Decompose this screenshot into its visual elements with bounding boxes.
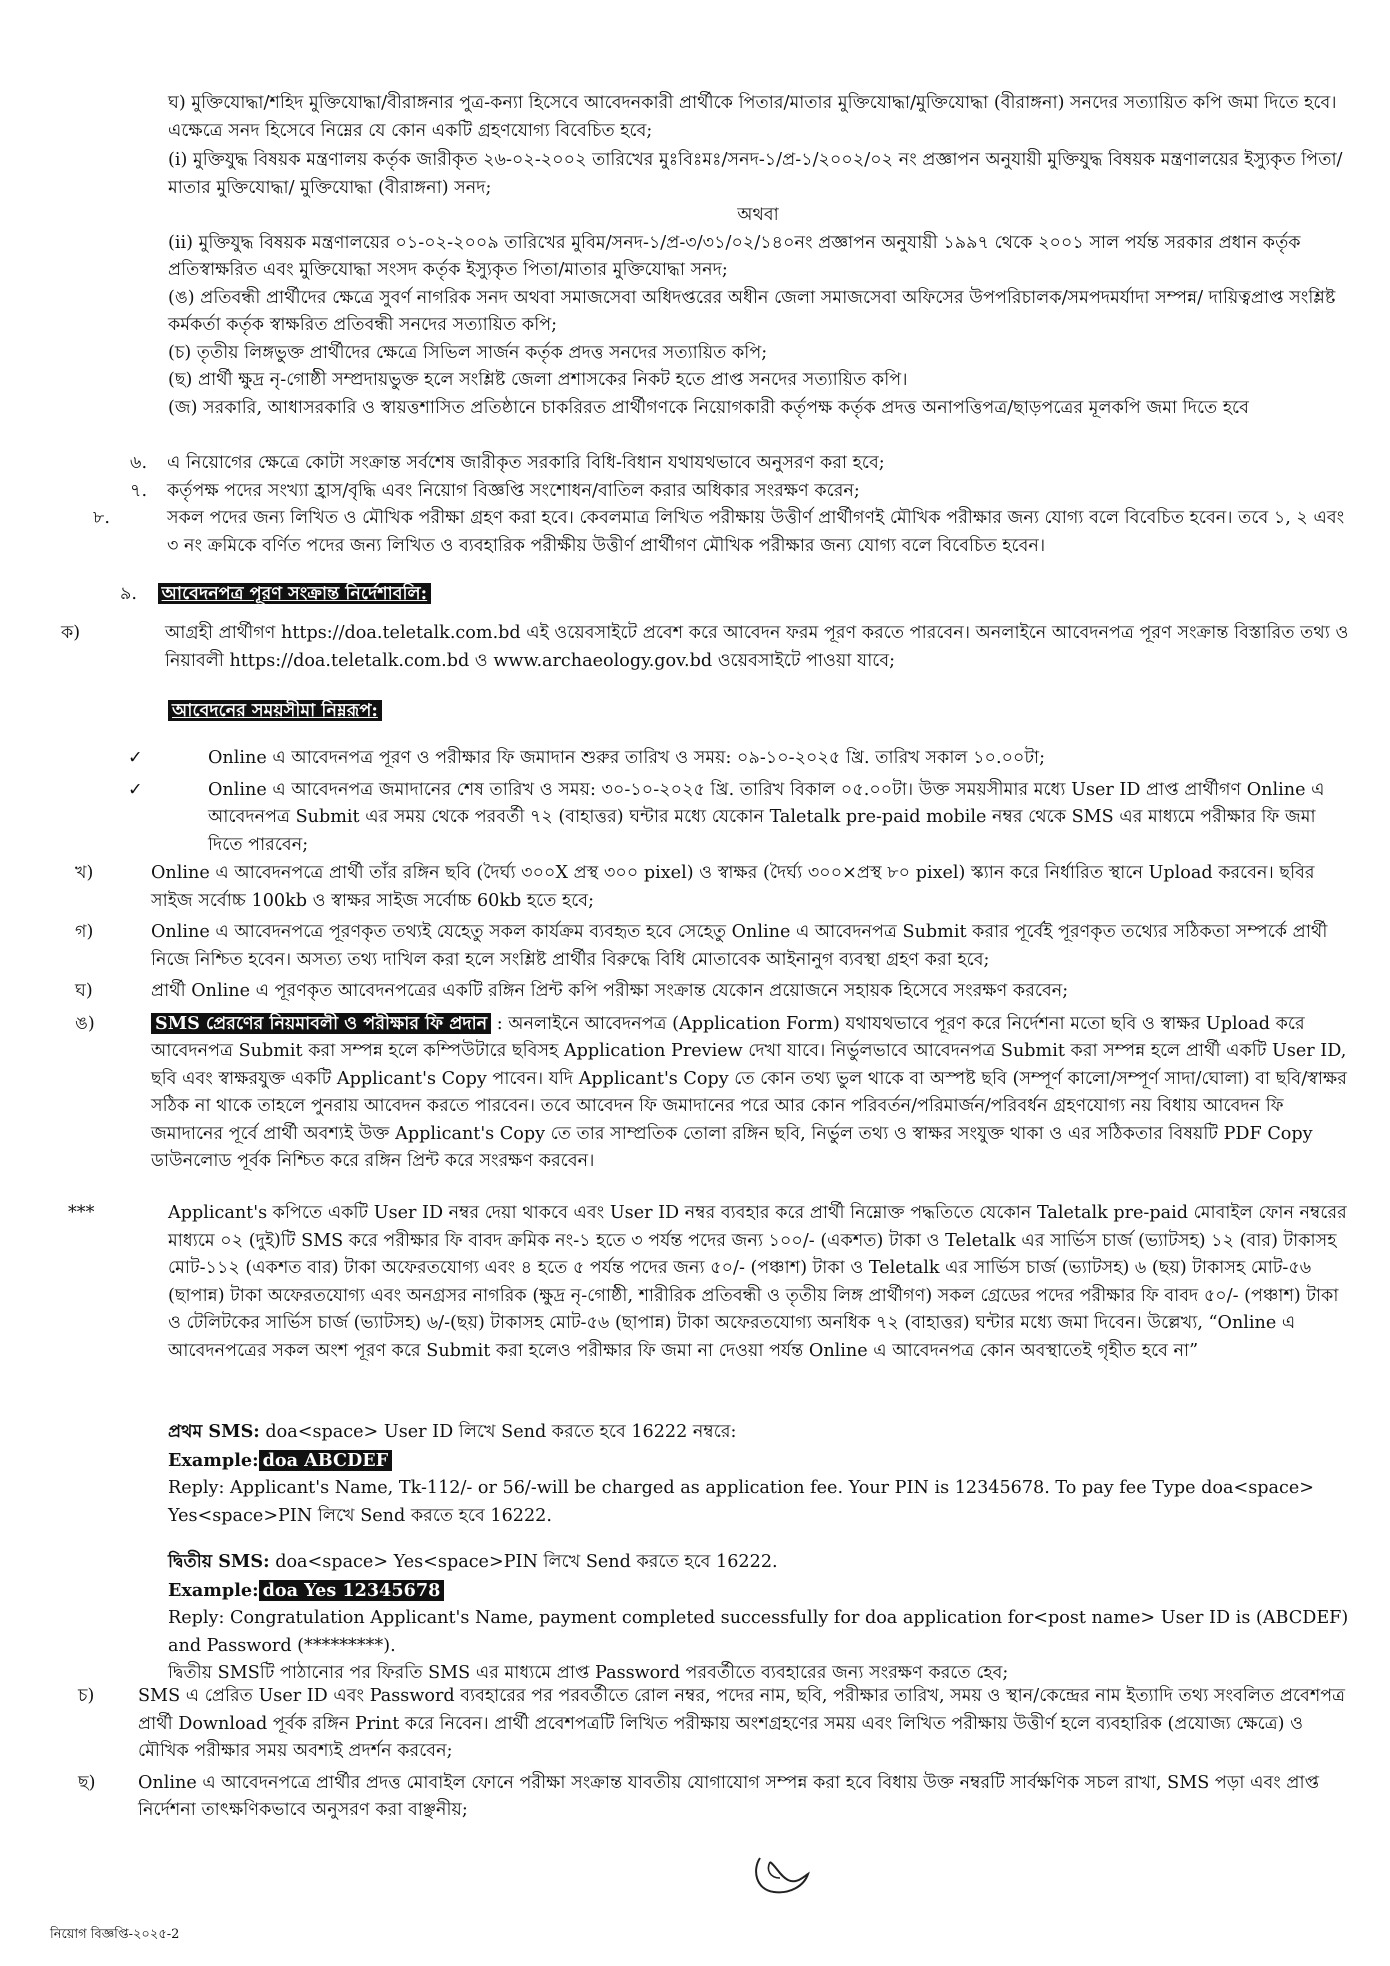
section-9: ৯. আবেদনপত্র পূরণ সংক্রান্ত নির্দেশাবলি: <box>120 580 1350 609</box>
fee-para: *** Applicant's কপিতে একটি User ID নম্বর দেয়া থাকবে এবং User ID নম্বর ব্যবহার করে প্রার্থী নিম্নোক্ত পদ্ধতিতে যেকোন Taletalk pre-paid মোবাইল ফোন নম্বরের মাধ্যমে ০২ (দুই)টি SMS করে পরীক্ষার ফি বাবদ ক্রমিক নং-১ হতে ৩ পর্যন্ত পদের জন্য ১০০/- (একশত) টাকা ও Teletalk এর সার্ভিস চার্জ (ভ্যাটসহ) ১২ (বার) টাকাসহ মোট-১১২ (একশত বার) টাকা অফেরতযোগ্য এবং ৪ হতে ৫ পর্যন্ত পদের জন্য ৫০/- (পঞ্চাশ) টাকা ও Teletalk এর সার্ভিস চার্জ (ভ্যাটসহ) ৬ (ছয়) টাকাসহ মোট-৫৬ (ছাপান্ন) টাকা অফেরতযোগ্য এবং অনগ্রসর নাগরিক (ক্ষুদ্র নৃ-গোষ্ঠী, শারীরিক প্রতিবন্ধী ও তৃতীয় লিঙ্গ প্রার্থীগণ) সকল গ্রেডের পদের পরীক্ষার ফি বাবদ ৫০/- (পঞ্চাশ) টাকা ও টেলিটকের সার্ভিস চার্জ (ভ্যাটসহ) ৬/-(ছয়) টাকাসহ মোট-৫৬ (ছাপান্ন) টাকা অফেরতযোগ্য অনধিক ৭২ (বাহাত্তর) ঘন্টার মধ্যে জমা দিবেন। উল্লেখ্য, “Online এ আবেদনপত্রের সকল অংশ পূরণ করে Submit করা হলেও পরীক্ষার ফি জমা না দেওয়া পর্যন্ত Online এ আবেদনপত্র কোন অবস্থাতেই গৃহীত হবে না” <box>68 1203 1347 1361</box>
item-ka: ক) আগ্রহী প্রার্থীগণ https://doa.teletalk.com.bd এই ওয়েবসাইটে প্রবেশ করে আবেদন ফরম পূরণ করতে পারবেন। অনলাইনে আবেদনপত্র পূরণ সংক্রান্ত বিস্তারিত তথ্য ও নিয়াবলী https://doa.teletalk.com.bd ও www.archaeology.gov.bd ওয়েবসাইটে পাওয়া যাবে; <box>61 623 1349 671</box>
deadline-list: ✓ Online এ আবেদনপত্র পূরণ ও পরীক্ষার ফি জমাদান শুরুর তারিখ ও সময়: ০৯-১০-২০২৫ খ্রি. তারিখ সকাল ১০.০০টা; ✓ Online এ আবেদনপত্র জমাদানের শেষ তারিখ ও সময়: ৩০-১০-২০২৫ খ্রি. তারিখ বিকাল ০৫.০০টা। উক্ত সময়সীমার মধ্যে User ID প্রাপ্ত প্রার্থীগণ Online এ আবেদনপত্র Submit এর সময় থেকে পরবর্তী ৭২ (বাহাত্তর) ঘন্টার মধ্যে যেকোন Taletalk pre-paid mobile নম্বর থেকে SMS এর মাধ্যমে পরীক্ষার ফি জমা দিতে পারবেন; <box>168 745 1353 859</box>
section-9-heading: আবেদনপত্র পূরণ সংক্রান্ত নির্দেশাবলি: <box>158 583 432 604</box>
sms-instructions: প্রথম SMS: doa<space> User ID লিখে Send করতে হবে 16222 নম্বরে: Example: doa ABCDEF Reply: Applicant's Name, Tk-112/- or 56/-will be charged as application fee. Your PIN is 12345678. To pay fee Type doa<space> Yes<space>PIN লিখে Send করতে হবে 16222. দ্বিতীয় SMS: doa<space> Yes<space>PIN লিখে Send করতে হবে 16222. Example: doa Yes 12345678 Reply: Congratulation Applicant's Name, payment completed successfully for doa application for<post name> User ID is (ABCDEF) and Password (*********). দ্বিতীয় SMSটি পাঠানোর পর ফিরতি SMS এর মাধ্যমে প্রাপ্ত Password পরবর্তীতে ব্যবহারের জন্য সংরক্ষণ করতে হেব; <box>168 1421 1349 1683</box>
deadline-heading: আবেদনের সময়সীমা নিম্নরূপ: <box>168 697 1068 726</box>
check-icon: ✓ <box>128 748 143 768</box>
items-6-8: ৬. এ নিয়োগের ক্ষেত্রে কোটা সংক্রান্ত সর্বশেষ জারীকৃত সরকারি বিধি-বিধান যথাযথভাবে অনুসরণ করা হবে; ৭. কর্তৃপক্ষ পদের সংখ্যা হ্রাস/বৃদ্ধি এবং নিয়োগ বিজ্ঞপ্তি সংশোধন/বাতিল করার অধিকার সংরক্ষণ করেন; ৮. সকল পদের জন্য লিখিত ও মৌখিক পরীক্ষা গ্রহণ করা হবে। কেবলমাত্র লিখিত পরীক্ষায় উত্তীর্ণ প্রার্থীগণই মৌখিক পরীক্ষার জন্য যোগ্য বলে বিবেচিত হবেন। তবে ১, ২ এবং ৩ নং ক্রমিকে বর্ণিত পদের জন্য লিখিত ও ব্যবহারিক পরীক্ষীয় উত্তীর্ণ প্রার্থীগণ মৌখিক পরীক্ষার জন্য যোগ্য বলে বিবেচিত হবেন। <box>93 453 1345 556</box>
sms-rules-heading: SMS প্রেরণের নিয়মাবলী ও পরীক্ষার ফি প্রদান <box>151 1013 491 1034</box>
footer-reference: নিয়োগ বিজ্ঞপ্তি-২০২৫-2 <box>50 1927 180 1942</box>
example-2-badge: doa Yes 12345678 <box>259 1580 445 1601</box>
items-ca-cha: চ) SMS এ প্রেরিত User ID এবং Password ব্যবহারের পর পরবর্তীতে রোল নম্বর, পদের নাম, ছবি, পরীক্ষার তারিখ, সময় ও স্থান/কেন্দ্রের নাম ইত্যাদি তথ্য সংবলিত প্রবেশপত্র প্রার্থী Download পূর্বক রঙ্গিন Print করে নিবেন। প্রার্থী প্রবেশপত্রটি লিখিত পরীক্ষায় অংশগ্রহণের সময় এবং লিখিত পরীক্ষায় উত্তীর্ণ হলে ব্যবহারিক (প্রযোজ্য ক্ষেত্রে) ও মৌখিক পরীক্ষার সময় অবশ্যই প্রদর্শন করবেন; ছ) Online এ আবেদনপত্রে প্রার্থীর প্রদত্ত মোবাইল ফোনে পরীক্ষা সংক্রান্ত যাবতীয় যোগাযোগ সম্পন্ন করা হবে বিধায় উক্ত নম্বরটি সার্বক্ষণিক সচল রাখা, SMS পড়া এবং প্রাপ্ত নির্দেশনা তাৎক্ষণিকভাবে অনুসরণ করা বাঞ্ছনীয়; <box>78 1686 1346 1820</box>
signature-mark <box>750 1848 814 1900</box>
para-gha: ঘ) মুক্তিযোদ্ধা/শহিদ মুক্তিযোদ্ধা/বীরাঙ্গনার পুত্র-কন্যা হিসেবে আবেদনকারী প্রার্থীকে পিতার/মাতার মুক্তিযোদ্ধা/মুক্তিযোদ্ধা (বীরাঙ্গনা) সনদের সত্যায়িত কপি জমা দিতে হবে। এক্ষেত্রে সনদ হিসেবে নিম্নের যে কোন একটি গ্রহণযোগ্য বিবেচিত হবে; (i) মুক্তিযুদ্ধ বিষয়ক মন্ত্রণালয় কর্তৃক জারীকৃত ২৬-০২-২০০২ তারিখের মুঃবিঃমঃ/সনদ-১/প্র-১/২০০২/০২ নং প্রজ্ঞাপন অনুযায়ী মুক্তিযুদ্ধ বিষয়ক মন্ত্রণালয়ের ইস্যুকৃত পিতা/মাতার মুক্তিযোদ্ধা/ মুক্তিযোদ্ধা (বীরাঙ্গনা) সনদ; অথবা (ii) মুক্তিযুদ্ধ বিষয়ক মন্ত্রণালয়ের ০১-০২-২০০৯ তারিখের মুবিম/সনদ-১/প্র-৩/৩১/০২/১৪০নং প্রজ্ঞাপন অনুযায়ী ১৯৯৭ থেকে ২০০১ সাল পর্যন্ত সরকার প্রধান কর্তৃক প্রতিস্বাক্ষরিত এবং মুক্তিযোদ্ধা সংসদ কর্তৃক ইস্যুকৃত পিতা/মাতার মুক্তিযোদ্ধা সনদ; (ঙ) প্রতিবন্ধী প্রার্থীদের ক্ষেত্রে সুবর্ণ নাগরিক সনদ অথবা সমাজসেবা অধিদপ্তরের অধীন জেলা সমাজসেবা অফিসের উপপরিচালক/সমপদমর্যাদা সম্পন্ন/ দায়িত্বপ্রাপ্ত সংশ্লিষ্ট কর্মকর্তা কর্তৃক স্বাক্ষরিত প্রতিবন্ধী সনদের সত্যায়িত কপি; (চ) তৃতীয় লিঙ্গভুক্ত প্রার্থীদের ক্ষেত্রে সিভিল সার্জন কর্তৃক প্রদত্ত সনদের সত্যায়িত কপি; (ছ) প্রার্থী ক্ষুদ্র নৃ-গোষ্ঠী সম্প্রদায়ভুক্ত হলে সংশ্লিষ্ট জেলা প্রশাসকের নিকট হতে প্রাপ্ত সনদের সত্যায়িত কপি। (জ) সরকারি, আধাসরকারি ও স্বায়ত্তশাসিত প্রতিষ্ঠানে চাকরিরত প্রার্থীগণকে নিয়োগকারী কর্তৃপক্ষ কর্তৃক প্রদত্ত অনাপত্তিপত্র/ছাড়পত্রের মূলকপি জমা দিতে হবে <box>168 93 1343 418</box>
check-icon: ✓ <box>128 779 143 800</box>
items-kha-gha: খ) Online এ আবেদনপত্রে প্রার্থী তাঁর রঙ্গিন ছবি (দৈর্ঘ্য ৩০০X প্রস্থ ৩০০ pixel) ও স্বাক্ষর (দৈর্ঘ্য ৩০০×প্রস্থ ৮০ pixel) স্ক্যান করে নির্ধারিত স্থানে Upload করবেন। ছবির সাইজ সর্বোচ্চ 100kb ও স্বাক্ষর সাইজ সর্বোচ্চ 60kb হতে হবে; গ) Online এ আবেদনপত্রে পূরণকৃত তথ্যই যেহেতু সকল কার্যক্রম ব্যবহৃত হবে সেহেতু Online এ আবেদনপত্র Submit করার পূর্বেই পূরণকৃত তথ্যের সঠিকতা সম্পর্কে প্রার্থী নিজে নিশ্চিত হবেন। অসত্য তথ্য দাখিল করা হলে সংশ্লিষ্ট প্রার্থীর বিরুদ্ধে বিধি মোতাবেক আইনানুগ ব্যবস্থা গ্রহণ করা হবে; ঘ) প্রার্থী Online এ পূরণকৃত আবেদনপত্রের একটি রঙ্গিন প্রিন্ট কপি পরীক্ষা সংক্রান্ত যেকোন প্রয়োজনে সহায়ক হিসেবে সংরক্ষণ করবেন; ঙ) SMS প্রেরণের নিয়মাবলী ও পরীক্ষার ফি প্রদান : অনলাইনে আবেদনপত্র (Application Form) যথাযথভাবে পূরণ করে নির্দেশনা মতো ছবি ও স্বাক্ষর Upload করে আবেদনপত্র Submit করা সম্পন্ন হলে কম্পিউটারে ছবিসহ Application Preview দেখা যাবে। নির্ভুলভাবে আবেদনপত্র Submit করা সম্পন্ন হলে প্রার্থী একটি User ID, ছবি এবং স্বাক্ষরযুক্ত একটি Applicant's Copy পাবেন। যদি Applicant's Copy তে কোন তথ্য ভুল থাকে বা অস্পষ্ট ছবি (সম্পূর্ণ কালো/সম্পূর্ণ সাদা/ঘোলা) বা ছবি/স্বাক্ষর সঠিক না থাকে তাহলে পুনরায় আবেদন করতে পারবেন। তবে আবেদন ফি জমাদানের পরে আর কোন পরিবর্তন/পরিমার্জন/পরিবর্ধন গ্রহণযোগ্য নয় বিধায় আবেদন ফি জমাদানের পূর্বে প্রার্থী অবশ্যই উক্ত Applicant's Copy তে তার সাম্প্রতিক তোলা রঙ্গিন ছবি, নির্ভুল তথ্য ও স্বাক্ষর সংযুক্ত থাকা ও এর সঠিকতার বিষয়টি PDF Copy ডাউনলোড পূর্বক নিশ্চিত করে রঙ্গিন প্রিন্ট করে সংরক্ষণ করবেন। <box>75 863 1347 1171</box>
example-1-badge: doa ABCDEF <box>259 1450 393 1471</box>
